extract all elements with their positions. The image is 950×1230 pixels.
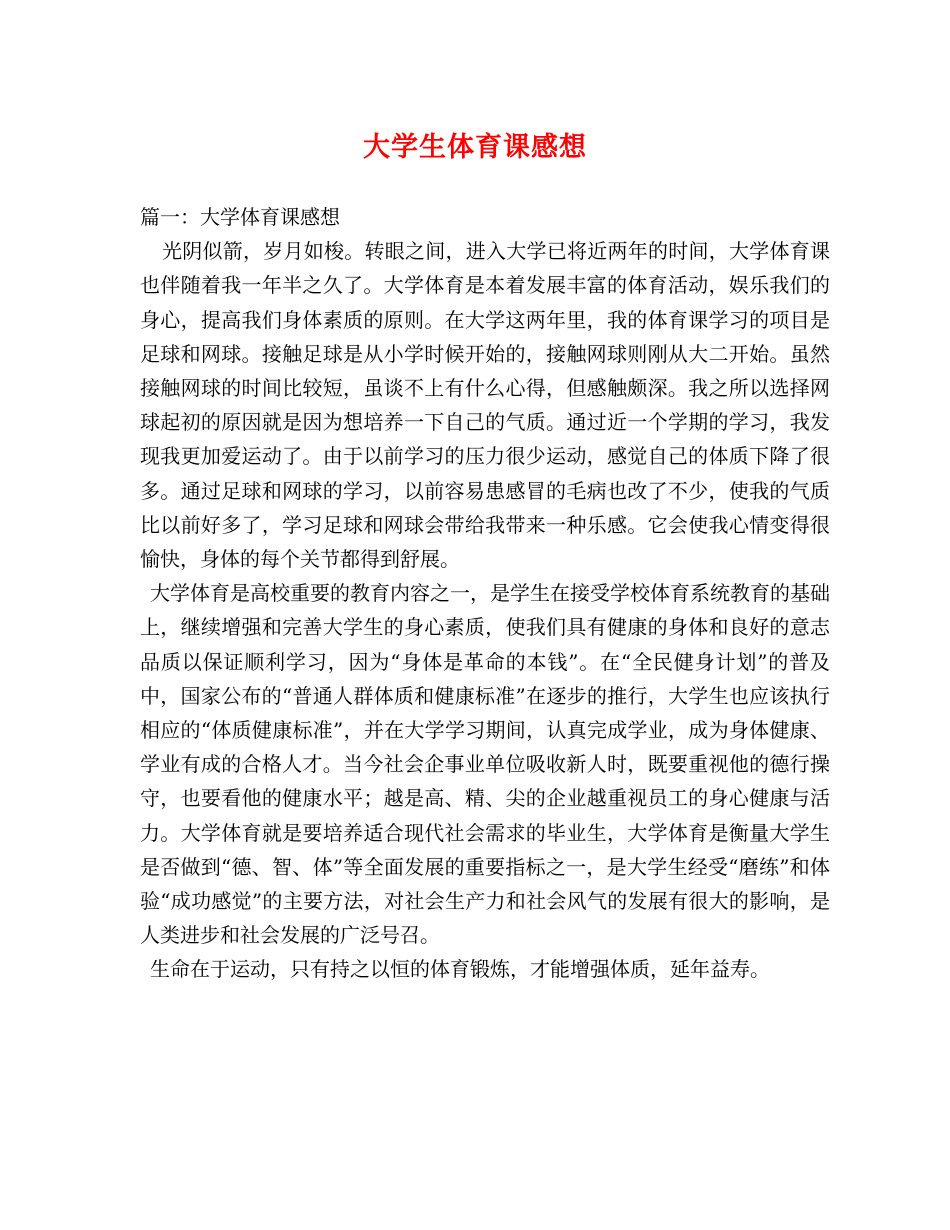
document-body	[140, 200, 830, 987]
document-title: 大学生体育课感想	[363, 132, 587, 163]
section-heading: 篇一：大学体育课感想	[140, 205, 340, 229]
paragraph-1: 光阴似箭，岁月如梭。转眼之间，进入大学已将近两年的时间，大学体育课也伴随着我一年半之久了。大学体育是本着发展丰富的体育活动，娱乐我们的身心，提高我们身体素质的原则。在大学这两年里，我的体育课学习的项目是足球和网球。接触足球是从小学时候开始的，接触网球则刚从大二开始。虽然接触网球的时间比较短，虽谈不上有什么心得，但感触颇深。我之所以选择网球起初的原因就是因为想培养一下自己的气质。通过近一个学期的学习，我发现我更加爱运动了。由于以前学习的压力很少运动，感觉自己的体质下降了很多。通过足球和网球的学习，以前容易患感冒的毛病也改了不少，使我的气质比以前好多了，学习足球和网球会带给我带来一种乐感。它会使我心情变得很愉快，身体的每个关节都得到舒展。	[140, 239, 830, 572]
paragraph-2: 大学体育是高校重要的教育内容之一，是学生在接受学校体育系统教育的基础上，继续增强和完善大学生的身心素质，使我们具有健康的身体和良好的意志品质以保证顺利学习，因为“身体是革命的本钱”。在“全民健身计划”的普及中，国家公布的“普通人群体质和健康标准”在逐步的推行，大学生也应该执行相应的“体质健康标准”，并在大学学习期间，认真完成学业，成为身体健康、学业有成的合格人才。当今社会企事业单位吸收新人时，既要重视他的德行操守，也要看他的健康水平；越是高、精、尖的企业越重视员工的身心健康与活力。大学体育就是要培养适合现代社会需求的毕业生，大学体育是衡量大学生是否做到“德、智、体”等全面发展的重要指标之一，是大学生经受“磨练”和体验“成功感觉”的主要方法，对社会生产力和社会风气的发展有很大的影响，是人类进步和社会发展的广泛号召。	[140, 581, 830, 948]
paragraph-3: 生命在于运动，只有持之以恒的体育锻炼，才能增强体质，延年益寿。	[150, 957, 770, 982]
